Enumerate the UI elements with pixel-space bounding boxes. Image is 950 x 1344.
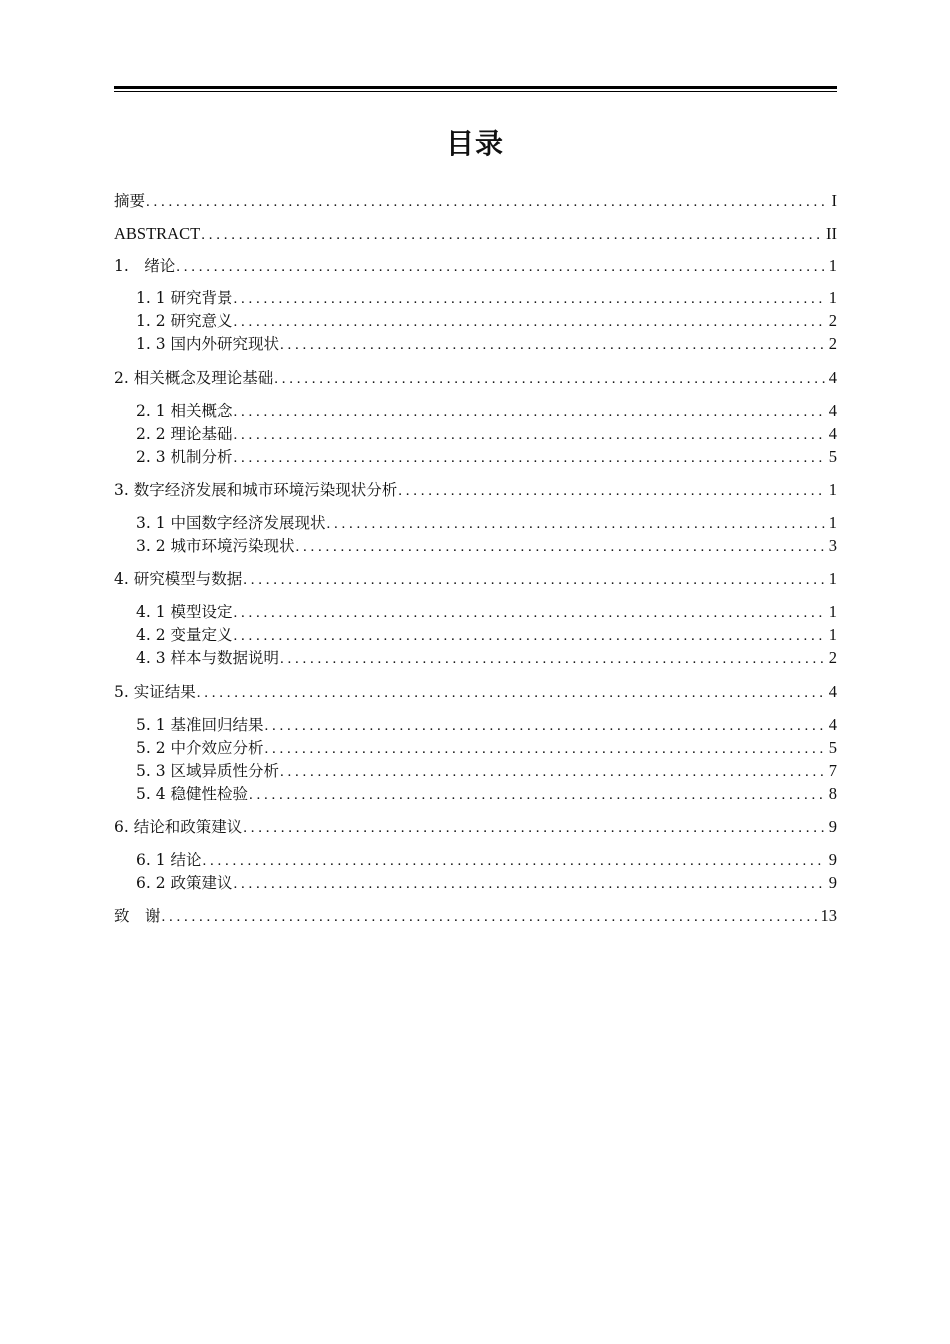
toc-page-number: 9: [828, 873, 837, 892]
toc-dot-leader: [233, 873, 825, 895]
header-rule-thin: [114, 91, 837, 92]
toc-page-number: 7: [828, 761, 837, 780]
toc-page-number: 4: [828, 715, 837, 734]
toc-subentry[interactable]: [136, 624, 837, 647]
toc-subentry[interactable]: [136, 446, 837, 469]
toc-dot-leader: [233, 401, 825, 423]
toc-page-number: 4: [828, 368, 837, 387]
toc-page-number: 1: [828, 625, 837, 644]
toc-entry[interactable]: [114, 190, 837, 213]
page-title: 目录: [445, 127, 504, 160]
toc-page-number: 2: [828, 648, 837, 667]
toc-page-number: 1: [828, 256, 837, 275]
toc-page-number: 4: [828, 424, 837, 443]
toc-dot-leader: [233, 447, 825, 469]
toc-entry-label: 4. 研究模型与数据: [114, 570, 243, 588]
toc-page-number: 1: [828, 480, 837, 499]
toc-subentry[interactable]: [136, 535, 837, 558]
toc-entry-label: 1. 1 研究背景: [136, 289, 233, 307]
toc-page-number: 5: [828, 447, 837, 466]
toc-subentry[interactable]: [136, 872, 837, 895]
toc-page-number: 9: [828, 817, 837, 836]
toc-page-number: 13: [820, 906, 837, 925]
toc-page-number: I: [831, 191, 837, 210]
toc-entry-label: 4. 2 变量定义: [136, 626, 233, 644]
toc-page-number: 2: [828, 311, 837, 330]
toc-dot-leader: [397, 480, 825, 502]
toc-page-number: 4: [828, 682, 837, 701]
toc-dot-leader: [273, 368, 825, 390]
toc-subentry[interactable]: [136, 287, 837, 310]
toc-page-number: II: [826, 224, 837, 243]
toc-entry-label: 6. 1 结论: [136, 851, 202, 869]
toc-dot-leader: [242, 569, 825, 591]
toc-page-number: 1: [828, 569, 837, 588]
toc-entry[interactable]: [114, 568, 837, 591]
toc-dot-leader: [196, 682, 825, 704]
toc-entry[interactable]: [114, 479, 837, 502]
toc-subentry[interactable]: [136, 400, 837, 423]
toc-entry-label: 1. 2 研究意义: [136, 312, 233, 330]
toc-entry-label: 2. 相关概念及理论基础: [114, 369, 274, 387]
toc-page-number: 1: [828, 288, 837, 307]
toc-entry[interactable]: [114, 367, 837, 390]
toc-entry-label: 5. 实证结果: [114, 683, 196, 701]
toc-page-number: 2: [828, 334, 837, 353]
toc-entry[interactable]: [114, 816, 837, 839]
toc-dot-leader: [200, 224, 822, 246]
toc-entry[interactable]: [114, 905, 837, 928]
toc-page-number: 3: [828, 536, 837, 555]
toc-subentry[interactable]: [136, 647, 837, 670]
toc-subentry[interactable]: [136, 737, 837, 760]
toc-entry-label: 4. 3 样本与数据说明: [136, 649, 280, 667]
toc-dot-leader: [279, 648, 825, 670]
toc-subentry[interactable]: [136, 760, 837, 783]
toc-dot-leader: [279, 761, 825, 783]
toc-dot-leader: [279, 334, 825, 356]
toc-dot-leader: [326, 513, 825, 535]
toc-dot-leader: [295, 536, 825, 558]
toc-entry[interactable]: [114, 255, 837, 278]
toc-entry[interactable]: [114, 223, 837, 246]
toc-entry-label: 6. 结论和政策建议: [114, 818, 243, 836]
toc-subentry[interactable]: [136, 714, 837, 737]
toc-entry-label: 1. 绪论: [114, 257, 176, 275]
toc-subentry[interactable]: [136, 310, 837, 333]
toc-entry-label: 5. 2 中介效应分析: [136, 739, 264, 757]
toc-entry-label: 5. 3 区域异质性分析: [136, 762, 280, 780]
toc-dot-leader: [233, 602, 825, 624]
toc-page-number: 4: [828, 401, 837, 420]
toc-dot-leader: [233, 311, 825, 333]
toc-entry-label: 6. 2 政策建议: [136, 874, 233, 892]
toc-dot-leader: [175, 256, 824, 278]
toc-dot-leader: [264, 715, 825, 737]
toc-entry-label: 5. 1 基准回归结果: [136, 716, 264, 734]
toc-entry-label: 2. 1 相关概念: [136, 402, 233, 420]
header-rule-thick: [114, 86, 837, 89]
toc-entry-label: 5. 4 稳健性检验: [136, 785, 249, 803]
toc-dot-leader: [248, 784, 825, 806]
toc-dot-leader: [202, 850, 825, 872]
toc-entry-label: 4. 1 模型设定: [136, 603, 233, 621]
toc-entry-label: 3. 1 中国数字经济发展现状: [136, 514, 326, 532]
toc-page-number: 8: [828, 784, 837, 803]
toc-subentry[interactable]: [136, 333, 837, 356]
toc-entry-label: ABSTRACT: [114, 224, 201, 243]
toc-dot-leader: [242, 817, 825, 839]
toc-dot-leader: [233, 424, 825, 446]
toc-subentry[interactable]: [136, 849, 837, 872]
toc-subentry[interactable]: [136, 512, 837, 535]
toc-entry-label: 3. 数字经济发展和城市环境污染现状分析: [114, 481, 398, 499]
toc-subentry[interactable]: [136, 783, 837, 806]
toc-page-number: 1: [828, 513, 837, 532]
toc-dot-leader: [161, 906, 817, 928]
toc-dot-leader: [233, 288, 825, 310]
toc-dot-leader: [233, 625, 825, 647]
toc-subentry[interactable]: [136, 423, 837, 446]
toc-entry-label: 2. 2 理论基础: [136, 425, 233, 443]
toc-page-number: 1: [828, 602, 837, 621]
toc-subentry[interactable]: [136, 601, 837, 624]
toc-entry-label: 3. 2 城市环境污染现状: [136, 537, 295, 555]
toc-entry-label: 摘要: [114, 192, 146, 210]
toc-dot-leader: [145, 191, 827, 213]
toc-page-number: 5: [828, 738, 837, 757]
toc-entry-label: 2. 3 机制分析: [136, 448, 233, 466]
toc-page-number: 9: [828, 850, 837, 869]
toc-dot-leader: [264, 738, 825, 760]
toc-entry-label: 1. 3 国内外研究现状: [136, 335, 280, 353]
toc-entry-label: 致 谢: [114, 907, 161, 925]
toc-entry[interactable]: [114, 681, 837, 704]
